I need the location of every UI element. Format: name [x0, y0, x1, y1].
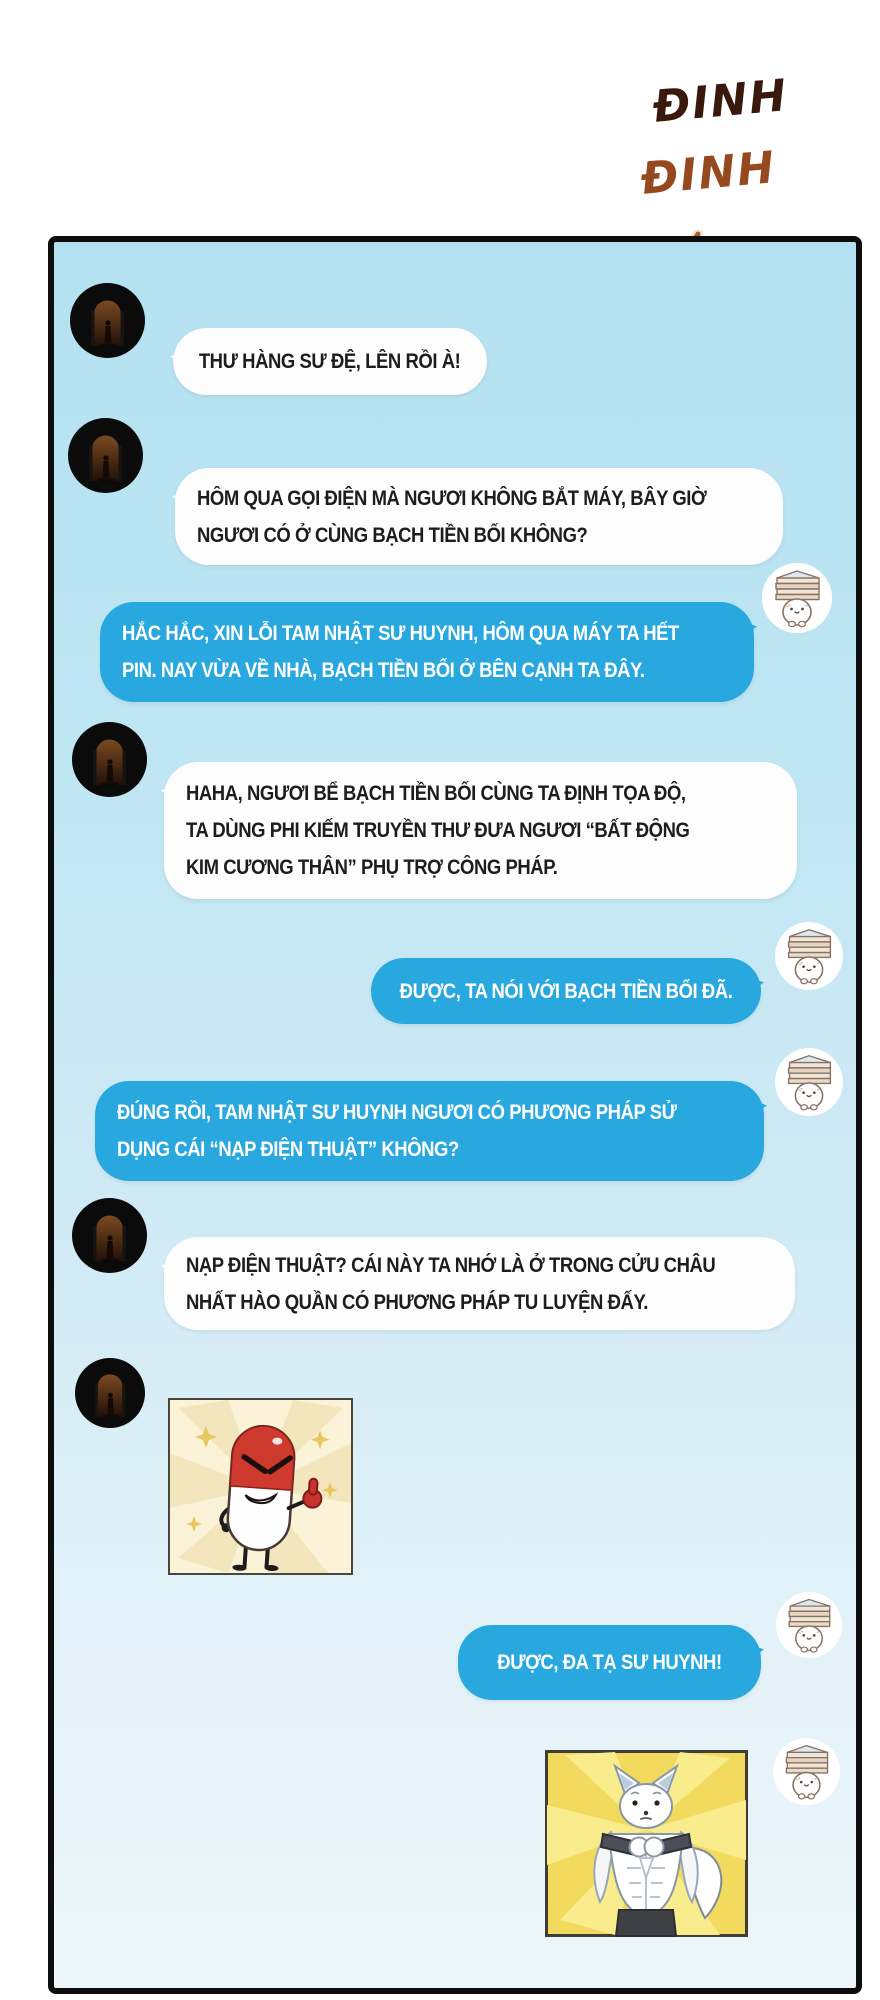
pancake-stack-creature-avatar: [775, 922, 843, 990]
doorway-figure-avatar: [72, 1198, 147, 1273]
chat-bubble-left: [164, 1237, 795, 1330]
message-text: DỤNG CÁI “NẠP ĐIỆN THUẬT” KHÔNG?: [117, 1138, 459, 1161]
message-text: HÔM QUA GỌI ĐIỆN MÀ NGƯƠI KHÔNG BẮT MÁY, BÂY GIỜ: [197, 486, 707, 510]
doorway-figure-avatar: [75, 1358, 145, 1428]
message-text: HAHA, NGƯƠI BỂ BẠCH TIỀN BỐI CÙNG TA ĐỊNH TỌA ĐỘ,: [186, 782, 686, 805]
pancake-stack-creature-avatar: [775, 1048, 843, 1116]
message-text: ĐÚNG RỒI, TAM NHẬT SƯ HUYNH NGƯƠI CÓ PHƯƠNG PHÁP SỬ: [117, 1101, 677, 1124]
message-text: PIN. NAY VỪA VỀ NHÀ, BẠCH TIỀN BỐI Ở BÊN CẠNH TA ĐÂY.: [122, 659, 645, 682]
sfx-text-dinh-2: ĐINH: [639, 142, 779, 205]
doorway-figure-avatar: [68, 418, 143, 493]
chat-bubble-right: [95, 1081, 764, 1181]
chat-bubble-left: [164, 762, 797, 899]
message-text: TA DÙNG PHI KIẾM TRUYỀN THƯ ĐƯA NGƯƠI “BẤT ĐỘNG: [186, 819, 690, 842]
chat-bubble-right: [371, 958, 761, 1024]
doorway-figure-avatar: [70, 283, 145, 358]
sfx-text-dinh-1: ĐINH: [651, 70, 791, 133]
message-text: THƯ HÀNG SƯ ĐỆ, LÊN RỒI À!: [199, 350, 461, 373]
message-text: ĐƯỢC, TA NÓI VỚI BẠCH TIỀN BỐI ĐÃ.: [399, 979, 733, 1003]
wolf-flexing-sticker-image: [545, 1750, 748, 1937]
pancake-stack-creature-avatar: [762, 563, 832, 633]
chat-bubble-right: [458, 1625, 761, 1700]
message-text: KIM CƯƠNG THÂN” PHỤ TRỢ CÔNG PHÁP.: [186, 856, 558, 879]
message-text: ĐƯỢC, ĐA TẠ SƯ HUYNH!: [497, 1651, 722, 1674]
pill-thumbs-up-sticker-image: [168, 1398, 353, 1575]
message-text: NGƯƠI CÓ Ở CÙNG BẠCH TIỀN BỐI KHÔNG?: [197, 523, 588, 547]
message-text: NHẤT HÀO QUẦN CÓ PHƯƠNG PHÁP TU LUYỆN ĐẤY.: [186, 1290, 648, 1314]
pancake-stack-creature-avatar: [773, 1738, 840, 1805]
chat-bubble-right: [100, 602, 754, 702]
doorway-figure-avatar: [72, 722, 147, 797]
chat-panel: [48, 236, 862, 1994]
chat-bubble-left: [175, 468, 783, 565]
pancake-stack-creature-avatar: [776, 1592, 842, 1658]
message-text: NẠP ĐIỆN THUẬT? CÁI NÀY TA NHỚ LÀ Ở TRONG CỬU CHÂU: [186, 1253, 716, 1277]
message-text: HẮC HẮC, XIN LỖI TAM NHẬT SƯ HUYNH, HÔM QUA MÁY TA HẾT: [122, 622, 679, 645]
chat-bubble-left: [173, 328, 487, 395]
